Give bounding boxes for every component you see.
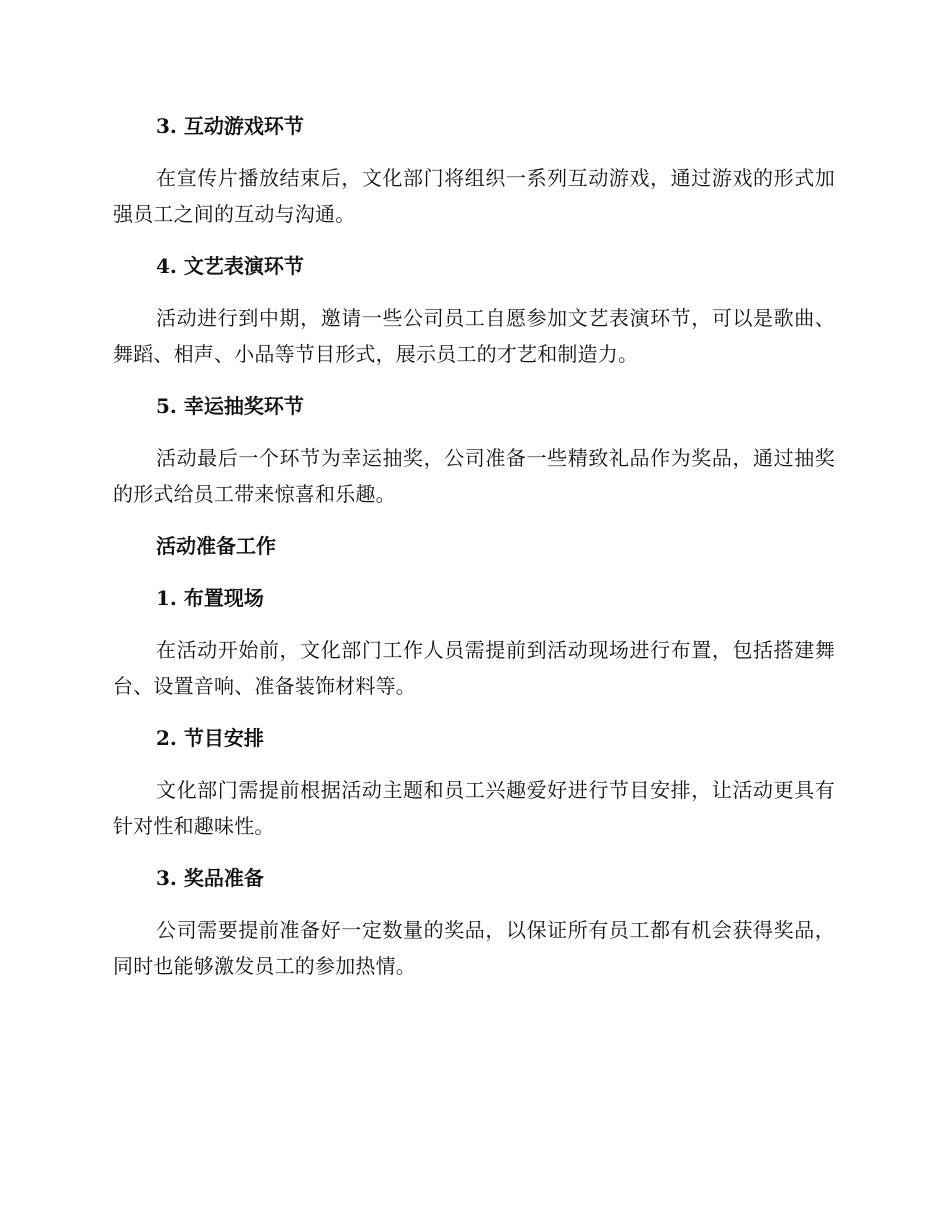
prep-heading-program-arrangement: 2. 节目安排 <box>156 726 264 750</box>
prep-body-program-arrangement: 文化部门需提前根据活动主题和员工兴趣爱好进行节目安排，让活动更具有针对性和趣味性。 <box>113 778 835 838</box>
section-body-interactive-games: 在宣传片播放结束后，文化部门将组织一系列互动游戏，通过游戏的形式加强员工之间的互动与沟通。 <box>113 166 835 226</box>
section-heading-performance: 4. 文艺表演环节 <box>156 254 304 278</box>
section-body-lucky-draw: 活动最后一个环节为幸运抽奖，公司准备一些精致礼品作为奖品，通过抽奖的形式给员工带来惊喜和乐趣。 <box>113 446 835 506</box>
prep-body-prize-preparation: 公司需要提前准备好一定数量的奖品，以保证所有员工都有机会获得奖品，同时也能够激发员工的参加热情。 <box>113 918 835 978</box>
prep-body-venue-setup: 在活动开始前，文化部门工作人员需提前到活动现场进行布置，包括搭建舞台、设置音响、准备装饰材料等。 <box>113 638 835 698</box>
document-body <box>113 108 835 984</box>
prep-title: 活动准备工作 <box>156 534 276 558</box>
section-heading-lucky-draw: 5. 幸运抽奖环节 <box>156 394 304 418</box>
section-heading-interactive-games: 3. 互动游戏环节 <box>156 114 304 138</box>
prep-heading-venue-setup: 1. 布置现场 <box>156 586 264 610</box>
section-body-performance: 活动进行到中期，邀请一些公司员工自愿参加文艺表演环节，可以是歌曲、舞蹈、相声、小品等节目形式，展示员工的才艺和制造力。 <box>113 306 835 366</box>
prep-heading-prize-preparation: 3. 奖品准备 <box>156 866 264 890</box>
